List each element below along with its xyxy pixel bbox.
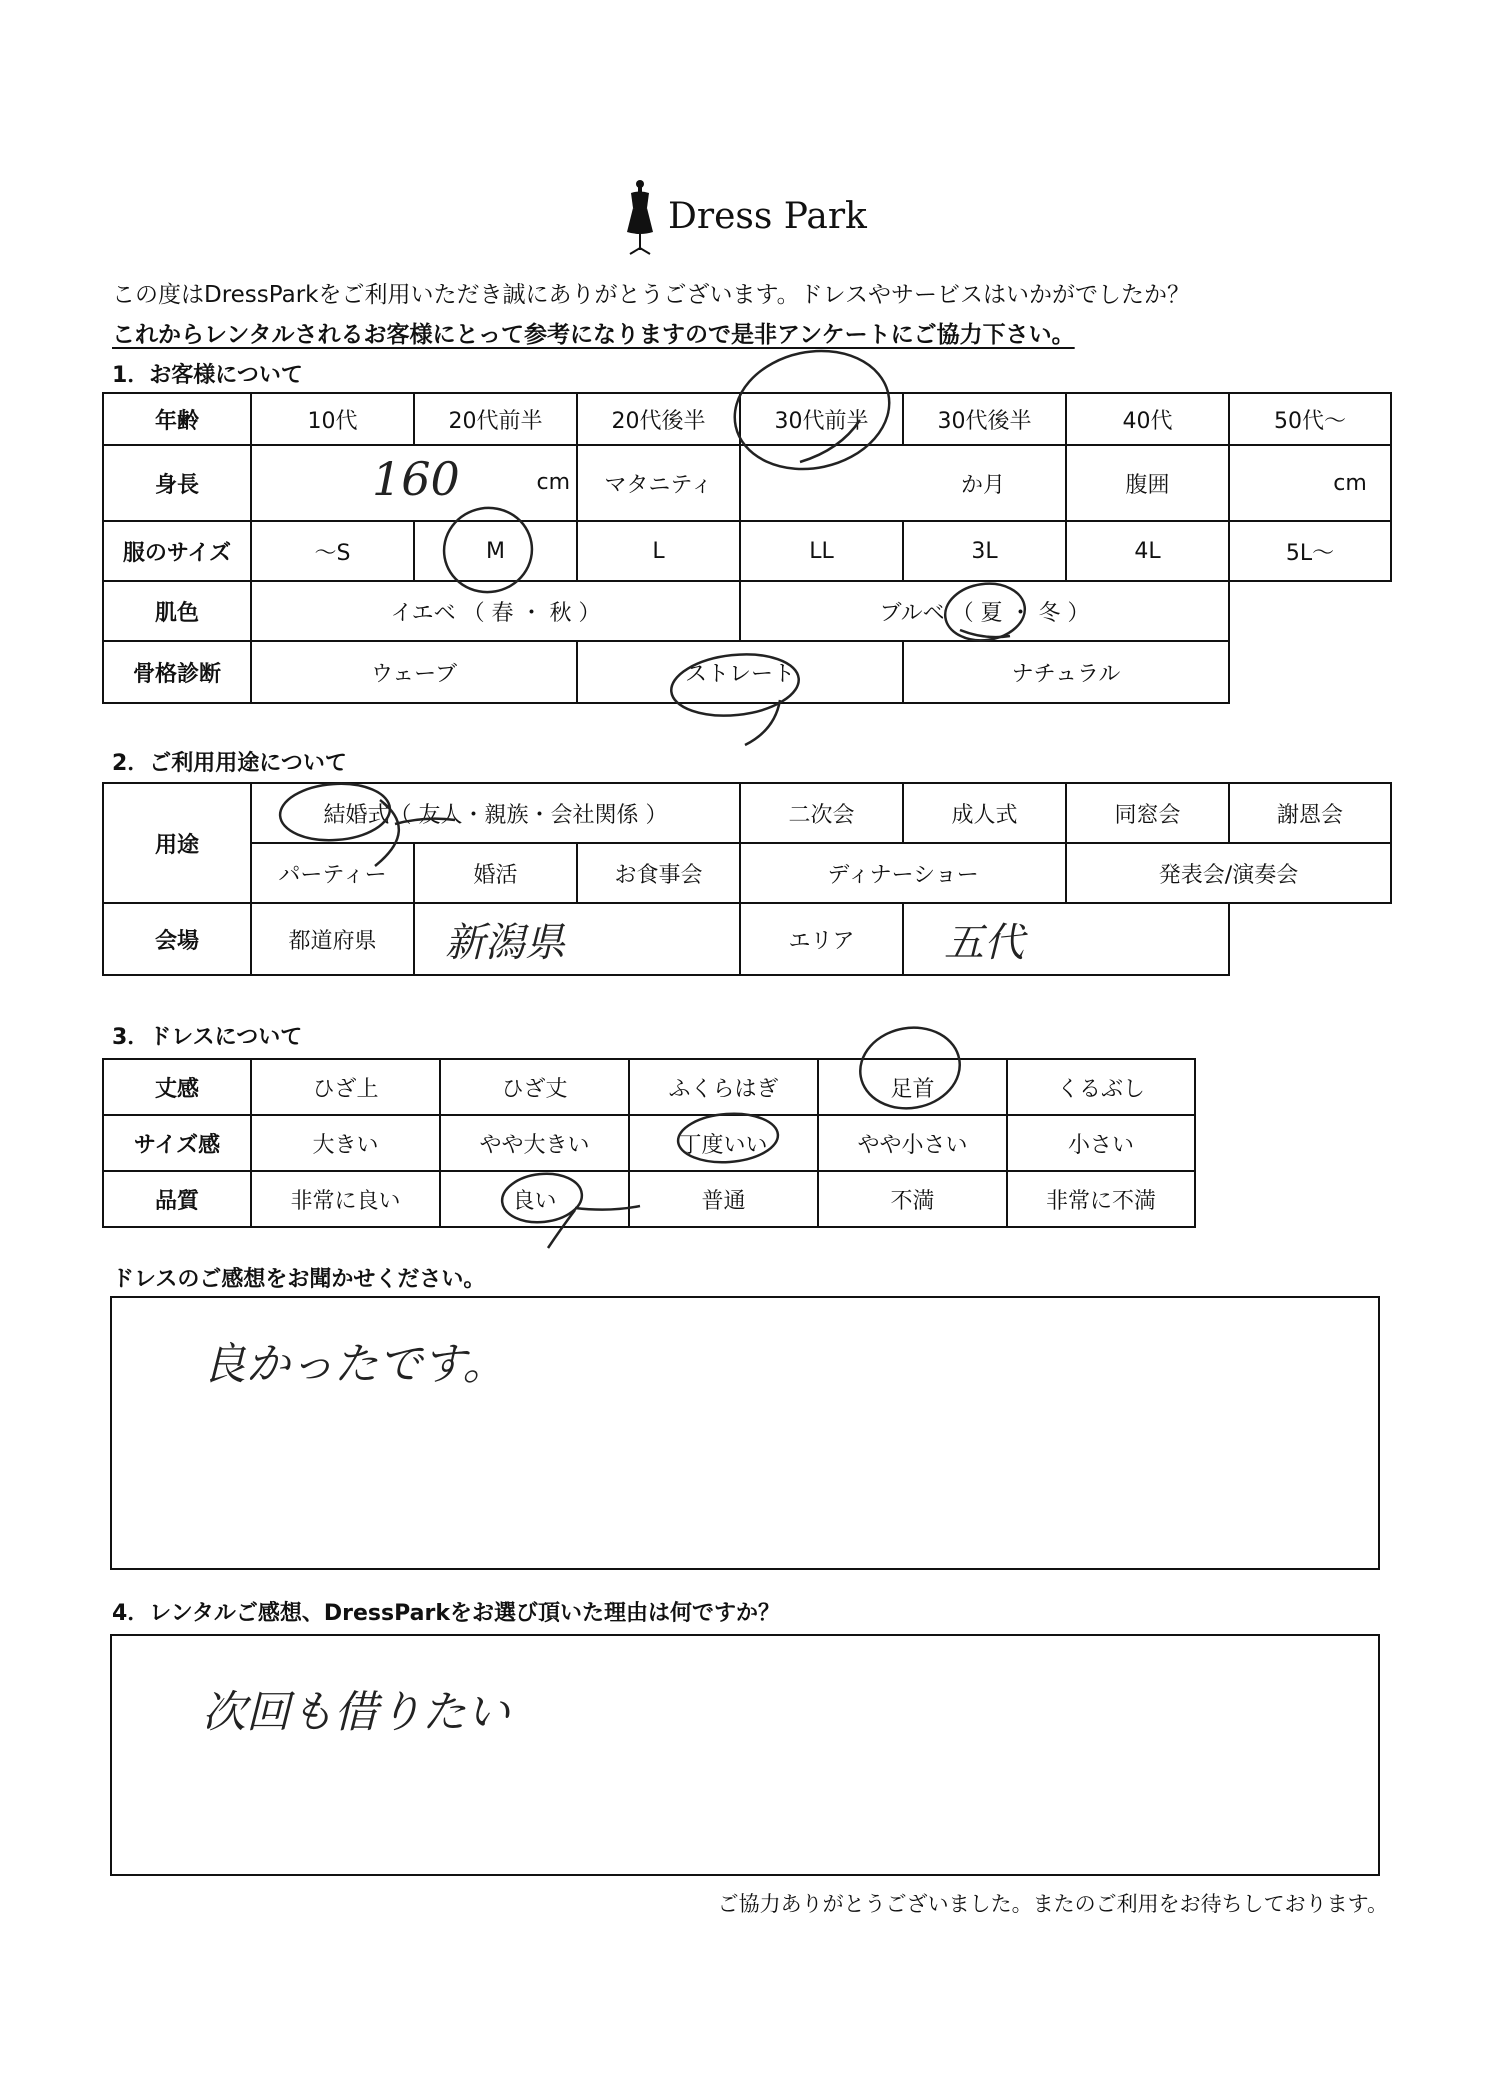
fit-option[interactable]: やや小さい — [818, 1115, 1007, 1171]
length-option-selected[interactable]: 足首 — [818, 1059, 1007, 1115]
purpose-option[interactable]: 謝恩会 — [1229, 783, 1391, 843]
maternity-unit: か月 — [960, 472, 1005, 498]
age-option[interactable]: 20代後半 — [577, 393, 740, 445]
impression-title: ドレスのご感想をお聞かせください。 — [112, 1267, 486, 1292]
section-1-title: 1．お客様について — [112, 363, 303, 388]
waist-unit: cm — [1333, 470, 1367, 496]
quality-label: 品質 — [103, 1171, 251, 1227]
fit-label: サイズ感 — [103, 1115, 251, 1171]
purpose-option[interactable]: 同窓会 — [1066, 783, 1229, 843]
pref-field[interactable] — [414, 903, 740, 975]
venue-empty — [1229, 903, 1391, 975]
footer-thanks: ご協力ありがとうございました。またのご利用をお待ちしております。 — [717, 1892, 1388, 1916]
quality-option[interactable]: 不満 — [818, 1171, 1007, 1227]
purpose-table — [102, 782, 1392, 976]
purpose-option[interactable]: 成人式 — [903, 783, 1066, 843]
skin-option-yellow[interactable]: イエベ （ 春 ・ 秋 ） — [251, 581, 740, 641]
section-3-title: 3．ドレスについて — [112, 1025, 303, 1050]
size-option[interactable]: LL — [740, 521, 903, 581]
age-option[interactable]: 30代後半 — [903, 393, 1066, 445]
age-option[interactable]: 20代前半 — [414, 393, 577, 445]
area-value: 五代 — [944, 919, 1025, 966]
maternity-field[interactable] — [740, 445, 1066, 521]
purpose-label: 用途 — [103, 783, 251, 903]
fit-option-selected[interactable]: 丁度いい — [629, 1115, 818, 1171]
mark-frame-tail — [745, 700, 780, 745]
size-option[interactable]: 3L — [903, 521, 1066, 581]
age-option-selected[interactable]: 30代前半 — [740, 393, 903, 445]
length-option[interactable]: ひざ丈 — [440, 1059, 629, 1115]
size-option[interactable]: 5L～ — [1229, 521, 1391, 581]
brand-name: Dress Park — [668, 196, 867, 237]
purpose-option[interactable]: 婚活 — [414, 843, 577, 903]
venue-label: 会場 — [103, 903, 251, 975]
impression-answer-box[interactable] — [110, 1296, 1380, 1570]
dress-form-icon — [620, 178, 660, 258]
impression-answer: 良かったです。 — [202, 1339, 507, 1390]
purpose-option[interactable]: ディナーショー — [740, 843, 1066, 903]
length-option[interactable]: ふくらはぎ — [629, 1059, 818, 1115]
age-option[interactable]: 10代 — [251, 393, 414, 445]
quality-option[interactable]: 普通 — [629, 1171, 818, 1227]
purpose-option[interactable]: 二次会 — [740, 783, 903, 843]
size-option[interactable]: 4L — [1066, 521, 1229, 581]
purpose-option[interactable]: 発表会/演奏会 — [1066, 843, 1391, 903]
quality-option[interactable]: 非常に不満 — [1007, 1171, 1195, 1227]
length-label: 丈感 — [103, 1059, 251, 1115]
skin-label: 肌色 — [103, 581, 251, 641]
frame-option[interactable]: ウェーブ — [251, 641, 577, 703]
size-option[interactable]: ～S — [251, 521, 414, 581]
waist-field[interactable] — [1229, 445, 1391, 521]
skin-empty — [1229, 581, 1391, 641]
age-option[interactable]: 50代～ — [1229, 393, 1391, 445]
size-option[interactable]: L — [577, 521, 740, 581]
height-value: 160 — [372, 452, 460, 506]
dress-table — [102, 1058, 1196, 1228]
intro-line-2: これからレンタルされるお客様にとって参考になりますので是非アンケートにご協力下さい。 — [112, 322, 1075, 348]
age-option[interactable]: 40代 — [1066, 393, 1229, 445]
fit-option[interactable]: やや大きい — [440, 1115, 629, 1171]
area-label: エリア — [740, 903, 903, 975]
quality-option-selected[interactable]: 良い — [440, 1171, 629, 1227]
frame-label: 骨格診断 — [103, 641, 251, 703]
height-unit: cm — [536, 470, 570, 495]
reason-answer: 次回も借りたい — [202, 1687, 510, 1738]
maternity-label: マタニティ — [577, 445, 740, 521]
length-option[interactable]: ひざ上 — [251, 1059, 440, 1115]
length-option[interactable]: くるぶし — [1007, 1059, 1195, 1115]
section-4-title: 4．レンタルご感想、DressParkをお選び頂いた理由は何ですか？ — [112, 1601, 780, 1626]
height-field[interactable] — [251, 445, 577, 521]
intro-line-1: この度はDressParkをご利用いただき誠にありがとうございます。ドレスやサービスはいかがでしたか？ — [112, 282, 1190, 308]
skin-option-blue[interactable]: ブルベ （ 夏 ・ 冬 ） — [740, 581, 1229, 641]
brand-logo — [620, 178, 867, 258]
reason-answer-box[interactable] — [110, 1634, 1380, 1876]
purpose-wedding[interactable]: 結婚式（ 友人・親族・会社関係 ） — [251, 783, 740, 843]
size-label: 服のサイズ — [103, 521, 251, 581]
frame-option[interactable]: ナチュラル — [903, 641, 1229, 703]
size-option-selected[interactable]: M — [414, 521, 577, 581]
height-label: 身長 — [103, 445, 251, 521]
quality-option[interactable]: 非常に良い — [251, 1171, 440, 1227]
frame-option-selected[interactable]: ストレート — [577, 641, 903, 703]
fit-option[interactable]: 小さい — [1007, 1115, 1195, 1171]
frame-empty — [1229, 641, 1391, 703]
waist-label: 腹囲 — [1066, 445, 1229, 521]
pref-value: 新潟県 — [445, 919, 565, 966]
pref-label: 都道府県 — [251, 903, 414, 975]
area-field[interactable] — [903, 903, 1229, 975]
fit-option[interactable]: 大きい — [251, 1115, 440, 1171]
purpose-option[interactable]: お食事会 — [577, 843, 740, 903]
customer-table — [102, 392, 1392, 704]
section-2-title: 2．ご利用用途について — [112, 751, 347, 776]
age-label: 年齢 — [103, 393, 251, 445]
purpose-option[interactable]: パーティー — [251, 843, 414, 903]
